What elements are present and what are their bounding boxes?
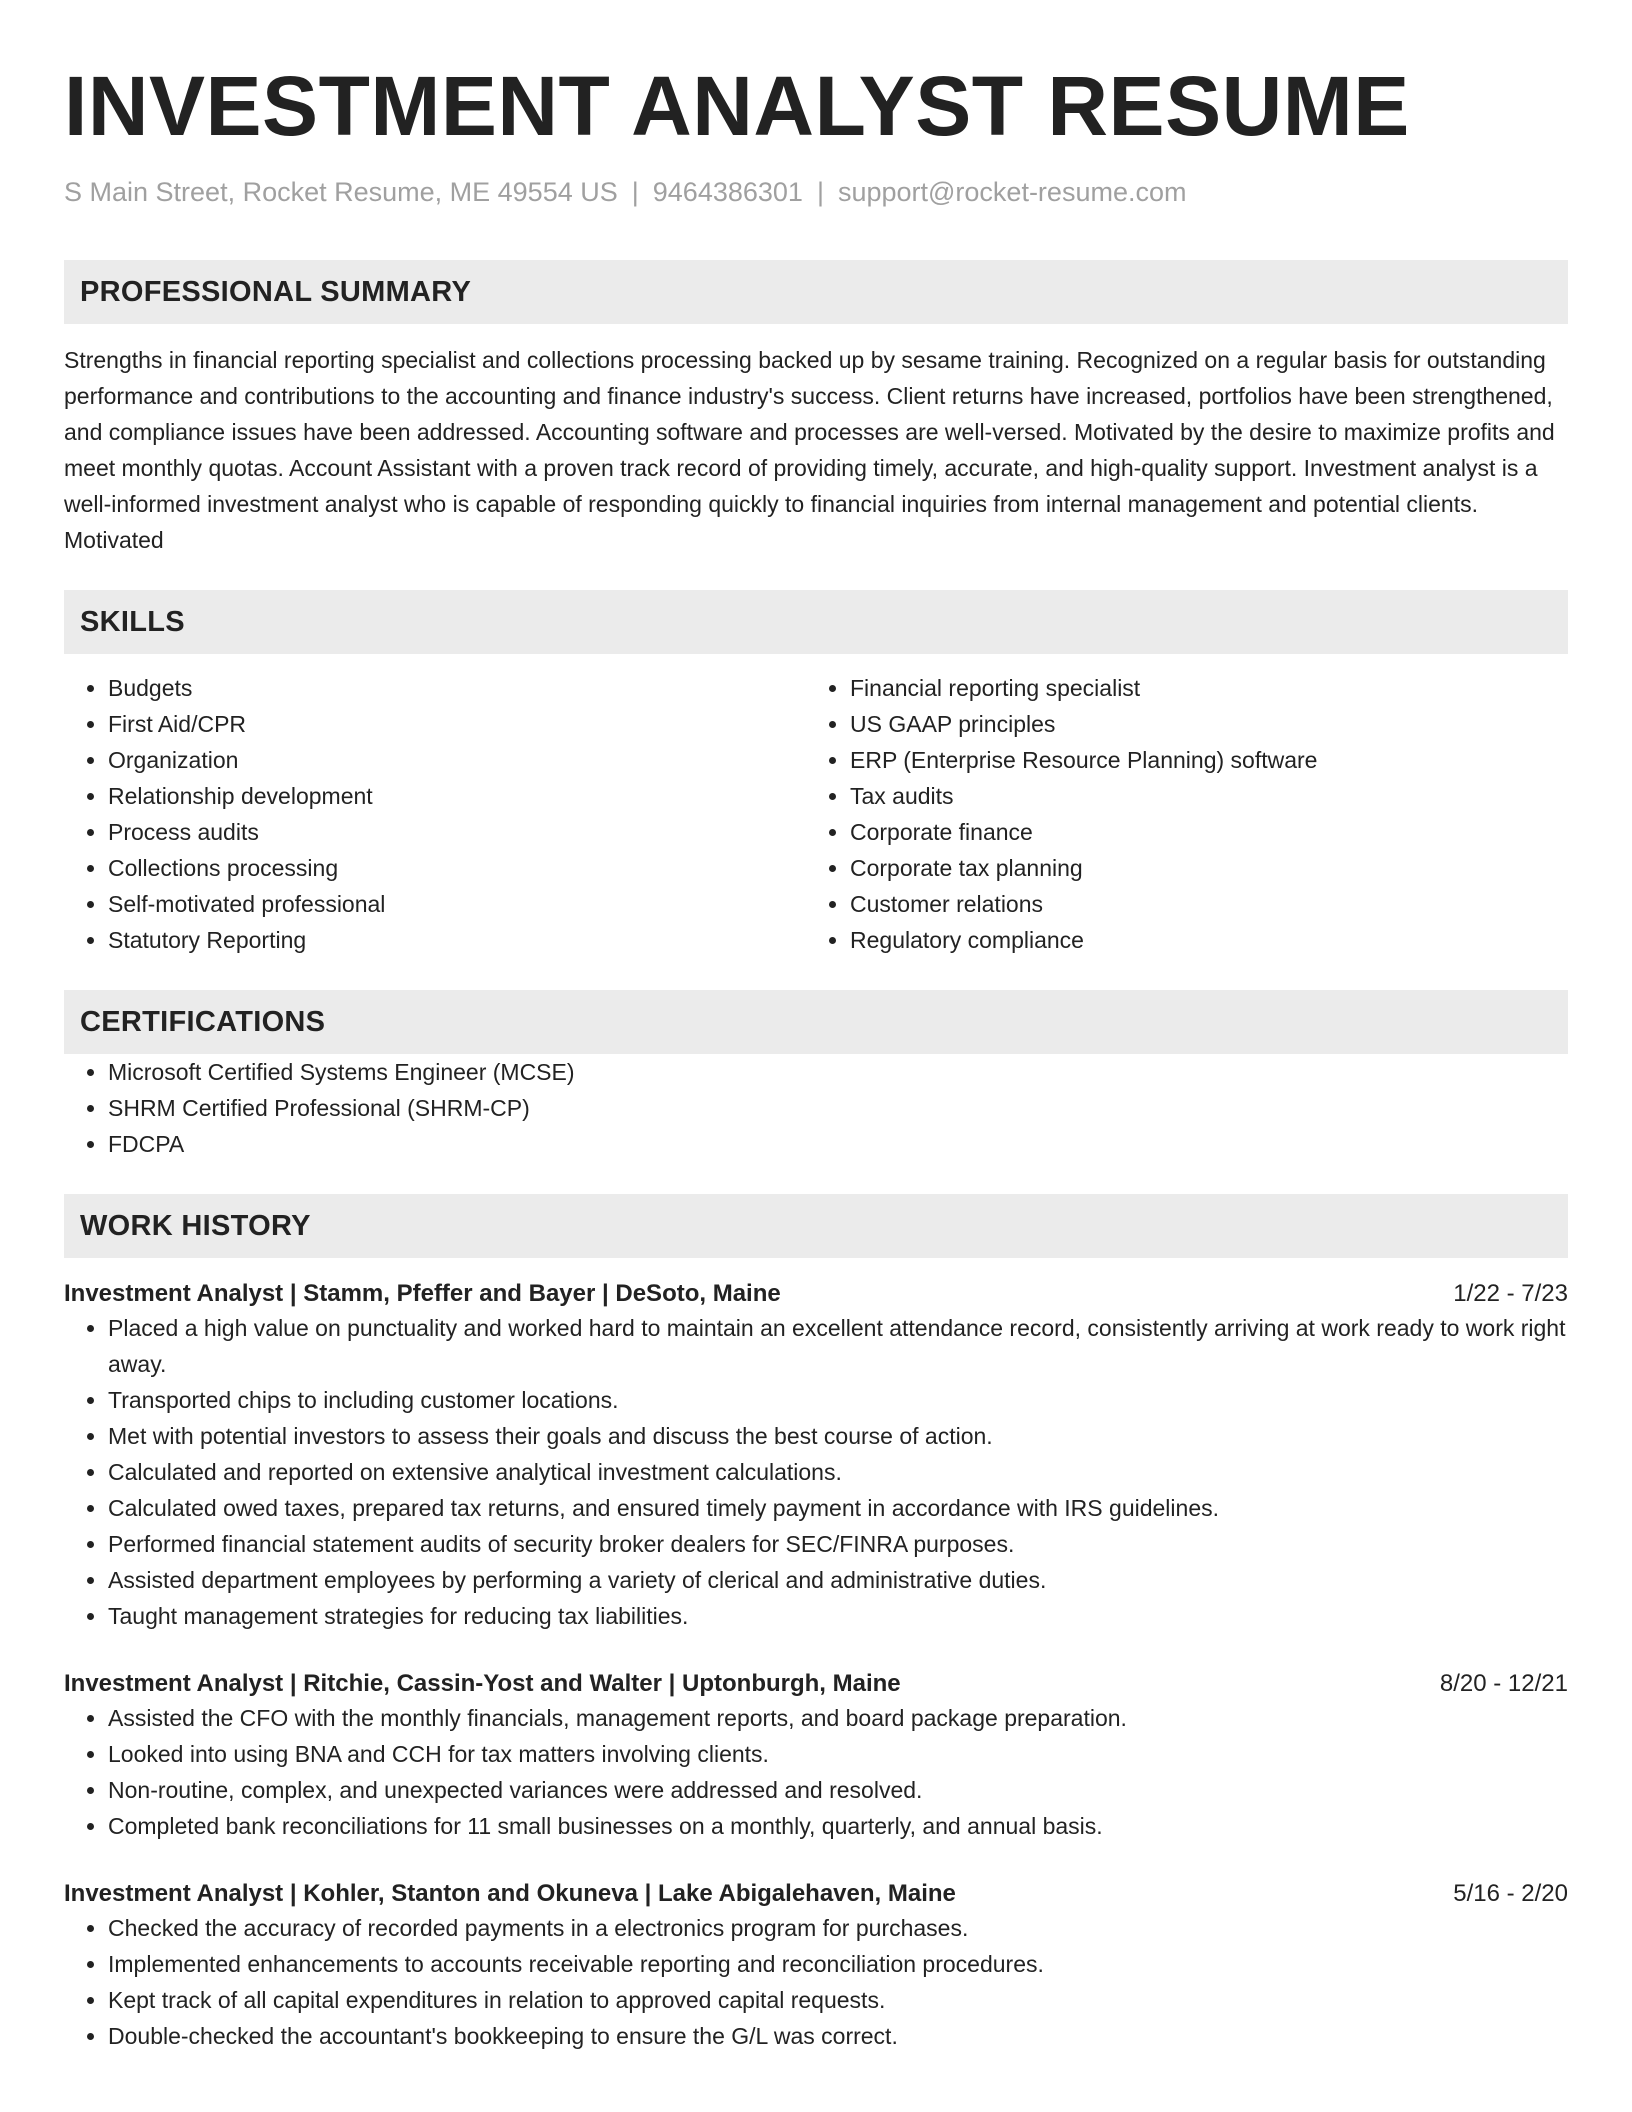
section-heading-work-history: WORK HISTORY bbox=[80, 1209, 311, 1242]
job-header bbox=[64, 1278, 1568, 1310]
skill-item: • Self-motivated professional bbox=[108, 886, 806, 922]
section-header bbox=[64, 990, 1568, 1054]
contact-address: S Main Street, Rocket Resume, ME 49554 US bbox=[64, 177, 618, 207]
job-bullet: • Calculated owed taxes, prepared tax returns, and ensured timely payment in accordance with IRS guidelines. bbox=[108, 1490, 1568, 1526]
skill-item: • Relationship development bbox=[108, 778, 806, 814]
certifications-list bbox=[64, 1054, 1568, 1162]
job-bullet-list bbox=[64, 1700, 1568, 1844]
section-header bbox=[64, 260, 1568, 324]
job-bullet: • Completed bank reconciliations for 11 small businesses on a monthly, quarterly, and annual basis. bbox=[108, 1808, 1568, 1844]
certification-item: • Microsoft Certified Systems Engineer (MCSE) bbox=[108, 1054, 1568, 1090]
skill-item: • Corporate tax planning bbox=[850, 850, 1548, 886]
skills-column-left bbox=[64, 670, 806, 958]
skills-grid bbox=[64, 670, 1568, 958]
skill-item: • US GAAP principles bbox=[850, 706, 1548, 742]
job-bullet: • Performed financial statement audits of security broker dealers for SEC/FINRA purposes. bbox=[108, 1526, 1568, 1562]
skill-item: • Process audits bbox=[108, 814, 806, 850]
contact-phone: 9464386301 bbox=[652, 177, 803, 207]
job-header bbox=[64, 1878, 1568, 1910]
skills-column-right bbox=[806, 670, 1548, 958]
skill-item: • Regulatory compliance bbox=[850, 922, 1548, 958]
resume-title: INVESTMENT ANALYST RESUME bbox=[64, 59, 1410, 153]
job-title: Investment Analyst | Kohler, Stanton and Okuneva | Lake Abigalehaven, Maine bbox=[64, 1880, 956, 1907]
skill-item: • Budgets bbox=[108, 670, 806, 706]
skill-item: • Financial reporting specialist bbox=[850, 670, 1548, 706]
skill-item: • Corporate finance bbox=[850, 814, 1548, 850]
skill-item: • First Aid/CPR bbox=[108, 706, 806, 742]
contact-separator: | bbox=[816, 177, 824, 207]
section-heading-skills: SKILLS bbox=[80, 605, 185, 638]
job-title: Investment Analyst | Stamm, Pfeffer and Bayer | DeSoto, Maine bbox=[64, 1280, 781, 1307]
skills-list-right bbox=[806, 670, 1548, 958]
job-bullet: • Placed a high value on punctuality and worked hard to maintain an excellent attendance record, consistently arriving at work ready to work right away. bbox=[108, 1310, 1568, 1382]
job-bullet: • Met with potential investors to assess their goals and discuss the best course of action. bbox=[108, 1418, 1568, 1454]
job-bullet: • Assisted department employees by performing a variety of clerical and administrative duties. bbox=[108, 1562, 1568, 1598]
job-bullet: • Transported chips to including customer locations. bbox=[108, 1382, 1568, 1418]
job-dates: 1/22 - 7/23 bbox=[1453, 1280, 1568, 1307]
contact-line bbox=[64, 176, 1568, 208]
resume-page bbox=[64, 0, 1568, 2054]
section-heading-summary: PROFESSIONAL SUMMARY bbox=[80, 275, 472, 308]
job-bullet: • Non-routine, complex, and unexpected variances were addressed and resolved. bbox=[108, 1772, 1568, 1808]
section-header bbox=[64, 590, 1568, 654]
professional-summary-section bbox=[64, 260, 1568, 558]
job-title: Investment Analyst | Ritchie, Cassin-Yost and Walter | Uptonburgh, Maine bbox=[64, 1670, 901, 1697]
job-bullet: • Checked the accuracy of recorded payments in a electronics program for purchases. bbox=[108, 1910, 1568, 1946]
summary-paragraph: Strengths in financial reporting specialist and collections processing backed up by sesame training. Recognized on a regular basis for outstanding performance and contributions to the accounting and finance industry's success. Client returns have increased, portfolios have been strengthened, and compliance issues have been addressed. Accounting software and processes are well-versed. Motivated by the desire to maximize profits and meet monthly quotas. Account Assistant with a proven track record of providing timely, accurate, and high-quality support. Investment analyst is a well-informed investment analyst who is capable of responding quickly to financial inquiries from internal management and potential clients. Motivated bbox=[64, 347, 1555, 553]
skill-item: • Collections processing bbox=[108, 850, 806, 886]
job-entry bbox=[64, 1278, 1568, 1634]
section-header bbox=[64, 1194, 1568, 1258]
skill-item: • Statutory Reporting bbox=[108, 922, 806, 958]
job-bullet-list bbox=[64, 1310, 1568, 1634]
job-bullet-list bbox=[64, 1910, 1568, 2054]
job-bullet: • Taught management strategies for reducing tax liabilities. bbox=[108, 1598, 1568, 1634]
job-bullet: • Kept track of all capital expenditures in relation to approved capital requests. bbox=[108, 1982, 1568, 2018]
job-bullet: • Assisted the CFO with the monthly financials, management reports, and board package preparation. bbox=[108, 1700, 1568, 1736]
skills-section bbox=[64, 590, 1568, 958]
job-bullet: • Looked into using BNA and CCH for tax matters involving clients. bbox=[108, 1736, 1568, 1772]
job-bullet: • Implemented enhancements to accounts receivable reporting and reconciliation procedures. bbox=[108, 1946, 1568, 1982]
job-dates: 5/16 - 2/20 bbox=[1453, 1880, 1568, 1907]
contact-email[interactable]: support@rocket-resume.com bbox=[837, 177, 1187, 207]
certification-item: • SHRM Certified Professional (SHRM-CP) bbox=[108, 1090, 1568, 1126]
skill-item: • Customer relations bbox=[850, 886, 1548, 922]
skill-item: • Tax audits bbox=[850, 778, 1548, 814]
job-entry bbox=[64, 1878, 1568, 2054]
skill-item: • Organization bbox=[108, 742, 806, 778]
section-heading-certifications: CERTIFICATIONS bbox=[80, 1005, 326, 1038]
certifications-section bbox=[64, 990, 1568, 1162]
work-history-section bbox=[64, 1194, 1568, 2054]
job-entry bbox=[64, 1668, 1568, 1844]
skill-item: • ERP (Enterprise Resource Planning) software bbox=[850, 742, 1548, 778]
certification-item: • FDCPA bbox=[108, 1126, 1568, 1162]
contact-separator: | bbox=[631, 177, 639, 207]
job-bullet: • Calculated and reported on extensive analytical investment calculations. bbox=[108, 1454, 1568, 1490]
job-header bbox=[64, 1668, 1568, 1700]
job-dates: 8/20 - 12/21 bbox=[1439, 1670, 1568, 1697]
skills-list-left bbox=[64, 670, 806, 958]
job-bullet: • Double-checked the accountant's bookkeeping to ensure the G/L was correct. bbox=[108, 2018, 1568, 2054]
